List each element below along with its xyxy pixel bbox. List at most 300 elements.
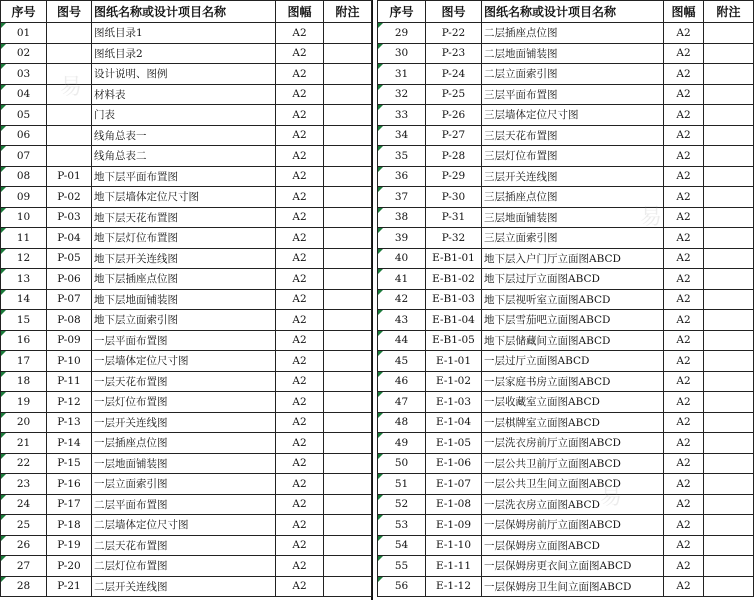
- watermark-glyph: 易: [60, 75, 83, 100]
- sheet-size: A2: [276, 64, 324, 85]
- drawing-code: P-22: [426, 23, 482, 44]
- table-row: [1, 228, 372, 249]
- drawing-code: P-05: [47, 248, 92, 269]
- sheet-size: A2: [664, 64, 704, 85]
- table-row: [378, 269, 754, 290]
- drawing-code: E-B1-03: [426, 289, 482, 310]
- remark: [704, 494, 754, 515]
- drawing-code: E-B1-02: [426, 269, 482, 290]
- drawing-code: P-08: [47, 310, 92, 331]
- drawing-name: 二层墙体定位尺寸图: [92, 515, 276, 536]
- sheet-size: A2: [664, 125, 704, 146]
- drawing-code: E-1-10: [426, 535, 482, 556]
- sheet-size: A2: [664, 371, 704, 392]
- sheet-size: A2: [276, 166, 324, 187]
- table-row: [1, 494, 372, 515]
- sheet-size: A2: [664, 576, 704, 597]
- sheet-size: A2: [664, 310, 704, 331]
- row-number: 28: [1, 576, 47, 597]
- table-row: [378, 43, 754, 64]
- sheet-size: A2: [276, 23, 324, 44]
- row-number: 26: [1, 535, 47, 556]
- table-row: [378, 371, 754, 392]
- remark: [324, 289, 372, 310]
- sheet-size: A2: [664, 494, 704, 515]
- header-size: 图幅: [276, 1, 324, 23]
- remark: [704, 412, 754, 433]
- table-row: [1, 105, 372, 126]
- remark: [324, 64, 372, 85]
- sheet-size: A2: [664, 166, 704, 187]
- sheet-size: A2: [276, 43, 324, 64]
- table-row: [378, 515, 754, 536]
- remark: [324, 392, 372, 413]
- row-number: 46: [378, 371, 426, 392]
- table-row: [378, 474, 754, 495]
- sheet-size: A2: [276, 576, 324, 597]
- row-number: 39: [378, 228, 426, 249]
- drawing-code: E-1-09: [426, 515, 482, 536]
- sheet-size: A2: [664, 433, 704, 454]
- drawing-code: [47, 105, 92, 126]
- sheet-size: A2: [664, 474, 704, 495]
- sheet-size: A2: [664, 207, 704, 228]
- drawing-code: P-23: [426, 43, 482, 64]
- sheet-size: A2: [664, 556, 704, 577]
- row-number: 25: [1, 515, 47, 536]
- row-number: 42: [378, 289, 426, 310]
- table-row: [1, 269, 372, 290]
- drawing-code: E-B1-01: [426, 248, 482, 269]
- sheet-size: A2: [664, 412, 704, 433]
- drawing-name: 三层天花布置图: [482, 125, 664, 146]
- table-row: [378, 412, 754, 433]
- table-row: [1, 330, 372, 351]
- drawing-name: 三层灯位布置图: [482, 146, 664, 167]
- header-size: 图幅: [664, 1, 704, 23]
- drawing-name: 一层洗衣房前厅立面图ABCD: [482, 433, 664, 454]
- drawing-name: 图纸目录1: [92, 23, 276, 44]
- table-row: [1, 371, 372, 392]
- remark: [324, 146, 372, 167]
- table-row: [378, 248, 754, 269]
- row-number: 10: [1, 207, 47, 228]
- drawing-name: 一层开关连线图: [92, 412, 276, 433]
- remark: [704, 187, 754, 208]
- drawing-code: P-26: [426, 105, 482, 126]
- remark: [704, 248, 754, 269]
- remark: [704, 576, 754, 597]
- table-row: [1, 84, 372, 105]
- header-code: 图号: [47, 1, 92, 23]
- remark: [324, 433, 372, 454]
- drawing-code: E-1-08: [426, 494, 482, 515]
- drawing-name: 一层公共卫前厅立面图ABCD: [482, 453, 664, 474]
- drawing-name: 设计说明、图例: [92, 64, 276, 85]
- drawing-code: P-13: [47, 412, 92, 433]
- row-number: 07: [1, 146, 47, 167]
- sheet-size: A2: [664, 23, 704, 44]
- remark: [324, 371, 372, 392]
- drawing-name: 图纸目录2: [92, 43, 276, 64]
- drawing-code: P-20: [47, 556, 92, 577]
- sheet-size: A2: [664, 43, 704, 64]
- table-row: [1, 248, 372, 269]
- row-number: 51: [378, 474, 426, 495]
- table-row: [378, 392, 754, 413]
- drawing-name: 地下层视听室立面图ABCD: [482, 289, 664, 310]
- drawing-code: [47, 146, 92, 167]
- sheet-size: A2: [664, 105, 704, 126]
- drawing-code: E-1-02: [426, 371, 482, 392]
- table-row: [1, 351, 372, 372]
- row-number: 14: [1, 289, 47, 310]
- drawing-name: 一层公共卫生间立面图ABCD: [482, 474, 664, 495]
- remark: [704, 125, 754, 146]
- drawing-code: E-1-06: [426, 453, 482, 474]
- drawing-code: E-1-01: [426, 351, 482, 372]
- row-number: 11: [1, 228, 47, 249]
- row-number: 08: [1, 166, 47, 187]
- drawing-code: P-02: [47, 187, 92, 208]
- sheet-size: A2: [664, 228, 704, 249]
- drawing-code: P-11: [47, 371, 92, 392]
- sheet-size: A2: [276, 146, 324, 167]
- remark: [324, 23, 372, 44]
- drawing-code: P-27: [426, 125, 482, 146]
- sheet-size: A2: [664, 187, 704, 208]
- table-row: [378, 125, 754, 146]
- remark: [704, 351, 754, 372]
- header-note: 附注: [324, 1, 372, 23]
- table-row: [378, 289, 754, 310]
- remark: [704, 228, 754, 249]
- drawing-code: P-30: [426, 187, 482, 208]
- table-row: [378, 453, 754, 474]
- table-row: [378, 105, 754, 126]
- table-row: [1, 23, 372, 44]
- header-row: [378, 1, 754, 23]
- sheet-size: A2: [276, 207, 324, 228]
- table-row: [1, 515, 372, 536]
- drawing-name: 一层墙体定位尺寸图: [92, 351, 276, 372]
- table-row: [1, 556, 372, 577]
- drawing-code: P-15: [47, 453, 92, 474]
- drawing-name: 地下层雪茄吧立面图ABCD: [482, 310, 664, 331]
- drawing-code: P-09: [47, 330, 92, 351]
- drawing-name: 地下层平面布置图: [92, 166, 276, 187]
- sheet-size: A2: [276, 269, 324, 290]
- row-number: 06: [1, 125, 47, 146]
- row-number: 15: [1, 310, 47, 331]
- header-name: 图纸名称或设计项目名称: [92, 1, 276, 23]
- sheet-size: A2: [276, 351, 324, 372]
- header-code: 图号: [426, 1, 482, 23]
- remark: [704, 515, 754, 536]
- drawing-name: 线角总表一: [92, 125, 276, 146]
- drawing-code: P-04: [47, 228, 92, 249]
- sheet-size: A2: [276, 228, 324, 249]
- sheet-size: A2: [276, 330, 324, 351]
- drawing-code: P-16: [47, 474, 92, 495]
- table-row: [1, 289, 372, 310]
- table-row: [378, 84, 754, 105]
- row-number: 56: [378, 576, 426, 597]
- table-row: [378, 64, 754, 85]
- sheet-size: A2: [664, 84, 704, 105]
- drawing-name: 一层洗衣房立面图ABCD: [482, 494, 664, 515]
- sheet-size: A2: [664, 289, 704, 310]
- drawing-code: P-01: [47, 166, 92, 187]
- drawing-name: 一层天花布置图: [92, 371, 276, 392]
- drawing-code: [47, 84, 92, 105]
- drawing-name: 二层开关连线图: [92, 576, 276, 597]
- remark: [704, 64, 754, 85]
- row-number: 22: [1, 453, 47, 474]
- drawing-code: [47, 43, 92, 64]
- drawing-name: 地下层立面索引图: [92, 310, 276, 331]
- drawing-name: 一层立面索引图: [92, 474, 276, 495]
- drawing-name: 二层天花布置图: [92, 535, 276, 556]
- row-number: 16: [1, 330, 47, 351]
- row-number: 05: [1, 105, 47, 126]
- table-row: [378, 330, 754, 351]
- drawing-name: 三层平面布置图: [482, 84, 664, 105]
- drawing-name: 地下层开关连线图: [92, 248, 276, 269]
- remark: [324, 248, 372, 269]
- drawing-name: 一层保姆房更衣间立面图ABCD: [482, 556, 664, 577]
- sheet-size: A2: [664, 453, 704, 474]
- remark: [324, 412, 372, 433]
- remark: [324, 515, 372, 536]
- drawing-code: P-28: [426, 146, 482, 167]
- drawing-code: E-1-03: [426, 392, 482, 413]
- drawing-code: P-12: [47, 392, 92, 413]
- table-row: [378, 433, 754, 454]
- sheet-size: A2: [664, 330, 704, 351]
- row-number: 09: [1, 187, 47, 208]
- drawing-name: 一层收藏室立面图ABCD: [482, 392, 664, 413]
- row-number: 38: [378, 207, 426, 228]
- drawing-code: P-18: [47, 515, 92, 536]
- header-row: [1, 1, 372, 23]
- row-number: 55: [378, 556, 426, 577]
- drawing-code: P-19: [47, 535, 92, 556]
- sheet-size: A2: [276, 125, 324, 146]
- table-row: [1, 310, 372, 331]
- remark: [704, 146, 754, 167]
- drawing-code: P-14: [47, 433, 92, 454]
- table-row: [378, 576, 754, 597]
- table-row: [1, 453, 372, 474]
- drawing-name: 门表: [92, 105, 276, 126]
- row-number: 04: [1, 84, 47, 105]
- drawing-code: P-32: [426, 228, 482, 249]
- sheet-size: A2: [276, 515, 324, 536]
- drawing-code: P-06: [47, 269, 92, 290]
- drawing-code: [47, 23, 92, 44]
- drawing-name: 地下层灯位布置图: [92, 228, 276, 249]
- sheet-size: A2: [276, 556, 324, 577]
- sheet-size: A2: [276, 392, 324, 413]
- sheet-size: A2: [276, 310, 324, 331]
- sheet-size: A2: [276, 535, 324, 556]
- remark: [704, 310, 754, 331]
- drawing-code: P-21: [47, 576, 92, 597]
- remark: [704, 43, 754, 64]
- remark: [704, 23, 754, 44]
- sheet-size: A2: [276, 474, 324, 495]
- remark: [324, 207, 372, 228]
- sheet-size: A2: [276, 371, 324, 392]
- sheet-size: A2: [276, 412, 324, 433]
- remark: [704, 453, 754, 474]
- row-number: 52: [378, 494, 426, 515]
- drawing-name: 一层保姆房前厅立面图ABCD: [482, 515, 664, 536]
- remark: [704, 207, 754, 228]
- remark: [704, 535, 754, 556]
- table-row: [1, 43, 372, 64]
- table-row: [378, 23, 754, 44]
- remark: [324, 351, 372, 372]
- sheet-size: A2: [664, 269, 704, 290]
- row-number: 49: [378, 433, 426, 454]
- drawing-name: 二层立面索引图: [482, 64, 664, 85]
- drawing-name: 二层平面布置图: [92, 494, 276, 515]
- sheet-size: A2: [276, 248, 324, 269]
- table-row: [378, 556, 754, 577]
- table-row: [1, 146, 372, 167]
- table-row: [378, 146, 754, 167]
- table-row: [1, 64, 372, 85]
- row-number: 35: [378, 146, 426, 167]
- drawing-code: [47, 64, 92, 85]
- remark: [324, 535, 372, 556]
- table-row: [378, 310, 754, 331]
- drawing-name: 三层插座点位图: [482, 187, 664, 208]
- sheet-size: A2: [276, 187, 324, 208]
- remark: [704, 105, 754, 126]
- remark: [704, 166, 754, 187]
- drawing-name: 二层地面铺装图: [482, 43, 664, 64]
- drawing-name: 二层插座点位图: [482, 23, 664, 44]
- row-number: 12: [1, 248, 47, 269]
- watermark-glyph: 易: [600, 485, 623, 510]
- row-number: 19: [1, 392, 47, 413]
- row-number: 31: [378, 64, 426, 85]
- drawing-index-table-left: [0, 0, 372, 597]
- drawing-code: E-1-07: [426, 474, 482, 495]
- drawing-name: 一层平面布置图: [92, 330, 276, 351]
- remark: [704, 330, 754, 351]
- drawing-code: P-03: [47, 207, 92, 228]
- drawing-name: 材料表: [92, 84, 276, 105]
- row-number: 48: [378, 412, 426, 433]
- row-number: 45: [378, 351, 426, 372]
- remark: [704, 392, 754, 413]
- drawing-code: E-1-11: [426, 556, 482, 577]
- row-number: 24: [1, 494, 47, 515]
- remark: [324, 187, 372, 208]
- drawing-code: P-07: [47, 289, 92, 310]
- drawing-code: E-1-12: [426, 576, 482, 597]
- table-row: [378, 535, 754, 556]
- header-no: 序号: [378, 1, 426, 23]
- drawing-name: 地下层地面铺装图: [92, 289, 276, 310]
- remark: [324, 228, 372, 249]
- sheet-size: A2: [276, 84, 324, 105]
- remark: [324, 125, 372, 146]
- remark: [324, 576, 372, 597]
- drawing-name: 三层地面铺装图: [482, 207, 664, 228]
- row-number: 23: [1, 474, 47, 495]
- remark: [704, 474, 754, 495]
- drawing-code: P-31: [426, 207, 482, 228]
- drawing-name: 三层立面索引图: [482, 228, 664, 249]
- table-row: [1, 207, 372, 228]
- watermark-glyph: 易: [640, 205, 663, 230]
- drawing-code: E-1-05: [426, 433, 482, 454]
- sheet-size: A2: [276, 433, 324, 454]
- row-number: 17: [1, 351, 47, 372]
- drawing-name: 一层棋牌室立面图ABCD: [482, 412, 664, 433]
- drawing-name: 一层保姆房卫生间立面图ABCD: [482, 576, 664, 597]
- row-number: 18: [1, 371, 47, 392]
- row-number: 36: [378, 166, 426, 187]
- table-row: [1, 474, 372, 495]
- row-number: 54: [378, 535, 426, 556]
- table-row: [378, 228, 754, 249]
- sheet-size: A2: [664, 535, 704, 556]
- drawing-code: P-25: [426, 84, 482, 105]
- drawing-code: [47, 125, 92, 146]
- drawing-name: 一层地面铺装图: [92, 453, 276, 474]
- drawing-index-table-right: [377, 0, 754, 597]
- sheet-size: A2: [664, 248, 704, 269]
- table-row: [1, 412, 372, 433]
- remark: [324, 105, 372, 126]
- remark: [704, 433, 754, 454]
- drawing-code: E-B1-05: [426, 330, 482, 351]
- row-number: 01: [1, 23, 47, 44]
- table-row: [378, 166, 754, 187]
- sheet-size: A2: [664, 351, 704, 372]
- remark: [324, 474, 372, 495]
- header-name: 图纸名称或设计项目名称: [482, 1, 664, 23]
- row-number: 27: [1, 556, 47, 577]
- drawing-name: 地下层天花布置图: [92, 207, 276, 228]
- sheet-size: A2: [664, 392, 704, 413]
- drawing-name: 一层家庭书房立面图ABCD: [482, 371, 664, 392]
- drawing-name: 地下层储藏间立面图ABCD: [482, 330, 664, 351]
- drawing-code: P-29: [426, 166, 482, 187]
- row-number: 20: [1, 412, 47, 433]
- remark: [704, 289, 754, 310]
- row-number: 53: [378, 515, 426, 536]
- row-number: 41: [378, 269, 426, 290]
- sheet-size: A2: [276, 453, 324, 474]
- header-note: 附注: [704, 1, 754, 23]
- drawing-name: 一层插座点位图: [92, 433, 276, 454]
- remark: [324, 43, 372, 64]
- remark: [324, 166, 372, 187]
- row-number: 21: [1, 433, 47, 454]
- row-number: 13: [1, 269, 47, 290]
- table-row: [1, 125, 372, 146]
- row-number: 40: [378, 248, 426, 269]
- remark: [324, 453, 372, 474]
- row-number: 03: [1, 64, 47, 85]
